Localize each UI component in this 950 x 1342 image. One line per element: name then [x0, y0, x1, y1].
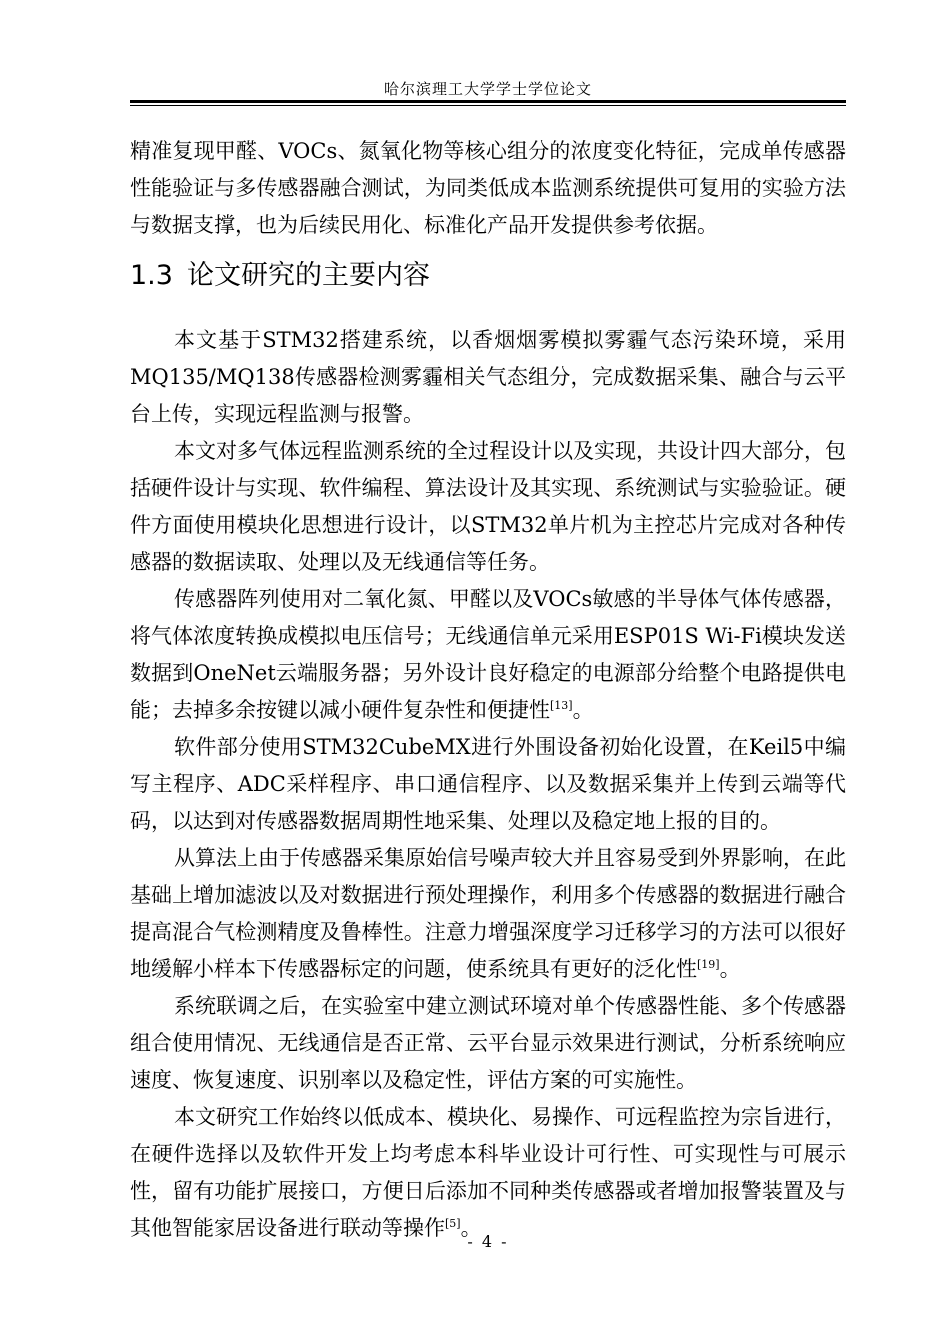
running-header: 哈尔滨理工大学学士学位论文 — [383, 80, 592, 98]
paragraph-3-end: 。 — [572, 698, 594, 722]
paragraph-4: 软件部分使用STM32CubeMX进行外围设备初始化设置，在Keil5中编写主程序、ADC采样程序、串口通信程序、以及数据采集并上传到云端等代码，以达到对传感器数据周期性地采集、处理以及稳定地上报的目的。 — [130, 735, 846, 833]
paragraph-5 — [130, 840, 846, 988]
header-rule-thick — [130, 100, 846, 103]
paragraph-continued: 精准复现甲醛、VOCs、氮氧化物等核心组分的浓度变化特征，完成单传感器性能验证与多传感器融合测试，为同类低成本监测系统提供可复用的实验方法与数据支撑，也为后续民用化、标准化产品开发提供参考依据。 — [130, 139, 846, 237]
paragraph-1: 本文基于STM32搭建系统，以香烟烟雾模拟雾霾气态污染环境，采用MQ135/MQ138传感器检测雾霾相关气态组分，完成数据采集、融合与云平台上传，实现远程监测与报警。 — [130, 328, 846, 426]
paragraph-6: 系统联调之后，在实验室中建立测试环境对单个传感器性能、多个传感器组合使用情况、无线通信是否正常、云平台显示效果进行测试，分析系统响应速度、恢复速度、识别率以及稳定性，评估方案的可实施性。 — [130, 994, 846, 1092]
paragraph-5-text: 从算法上由于传感器采集原始信号噪声较大并且容易受到外界影响，在此基础上增加滤波以及对数据进行预处理操作，利用多个传感器的数据进行融合提高混合气检测精度及鲁棒性。注意力增强深度学习迁移学习的方法可以很好地缓解小样本下传感器标定的问题，使系统具有更好的泛化性 — [130, 846, 846, 981]
page-number: - 4 - — [467, 1232, 509, 1251]
paragraph-7 — [130, 1099, 846, 1247]
citation-5: [5] — [445, 1217, 461, 1230]
paragraph-7-text: 本文研究工作始终以低成本、模块化、易操作、可远程监控为宗旨进行，在硬件选择以及软件开发上均考虑本科毕业设计可行性、可实现性与可展示性，留有功能扩展接口，方便日后添加不同种类传感器或者增加报警装置及与其他智能家居设备进行联动等操作 — [130, 1105, 846, 1240]
citation-13: [13] — [550, 699, 573, 712]
paragraph-2: 本文对多气体远程监测系统的全过程设计以及实现，共设计四大部分，包括硬件设计与实现、软件编程、算法设计及其实现、系统测试与实验验证。硬件方面使用模块化思想进行设计，以STM32单片机为主控芯片完成对各种传感器的数据读取、处理以及无线通信等任务。 — [130, 439, 846, 574]
paragraph-3-text: 传感器阵列使用对二氧化氮、甲醛以及VOCs敏感的半导体气体传感器，将气体浓度转换成模拟电压信号；无线通信单元采用ESP01S Wi-Fi模块发送数据到OneNet云端服务器；另外设计良好稳定的电源部分给整个电路提供电能；去掉多余按键以减小硬件复杂性和便捷性 — [130, 587, 846, 722]
paragraph-7-end: 。 — [460, 1216, 482, 1240]
paragraph-5-end: 。 — [719, 957, 741, 981]
header-rule-thin — [130, 105, 846, 106]
section-heading — [130, 256, 846, 296]
section-number: 1.3 — [130, 260, 173, 291]
citation-19: [19] — [697, 958, 720, 971]
page-body — [130, 133, 846, 1247]
section-title: 论文研究的主要内容 — [186, 260, 430, 291]
paragraph-3 — [130, 581, 846, 729]
